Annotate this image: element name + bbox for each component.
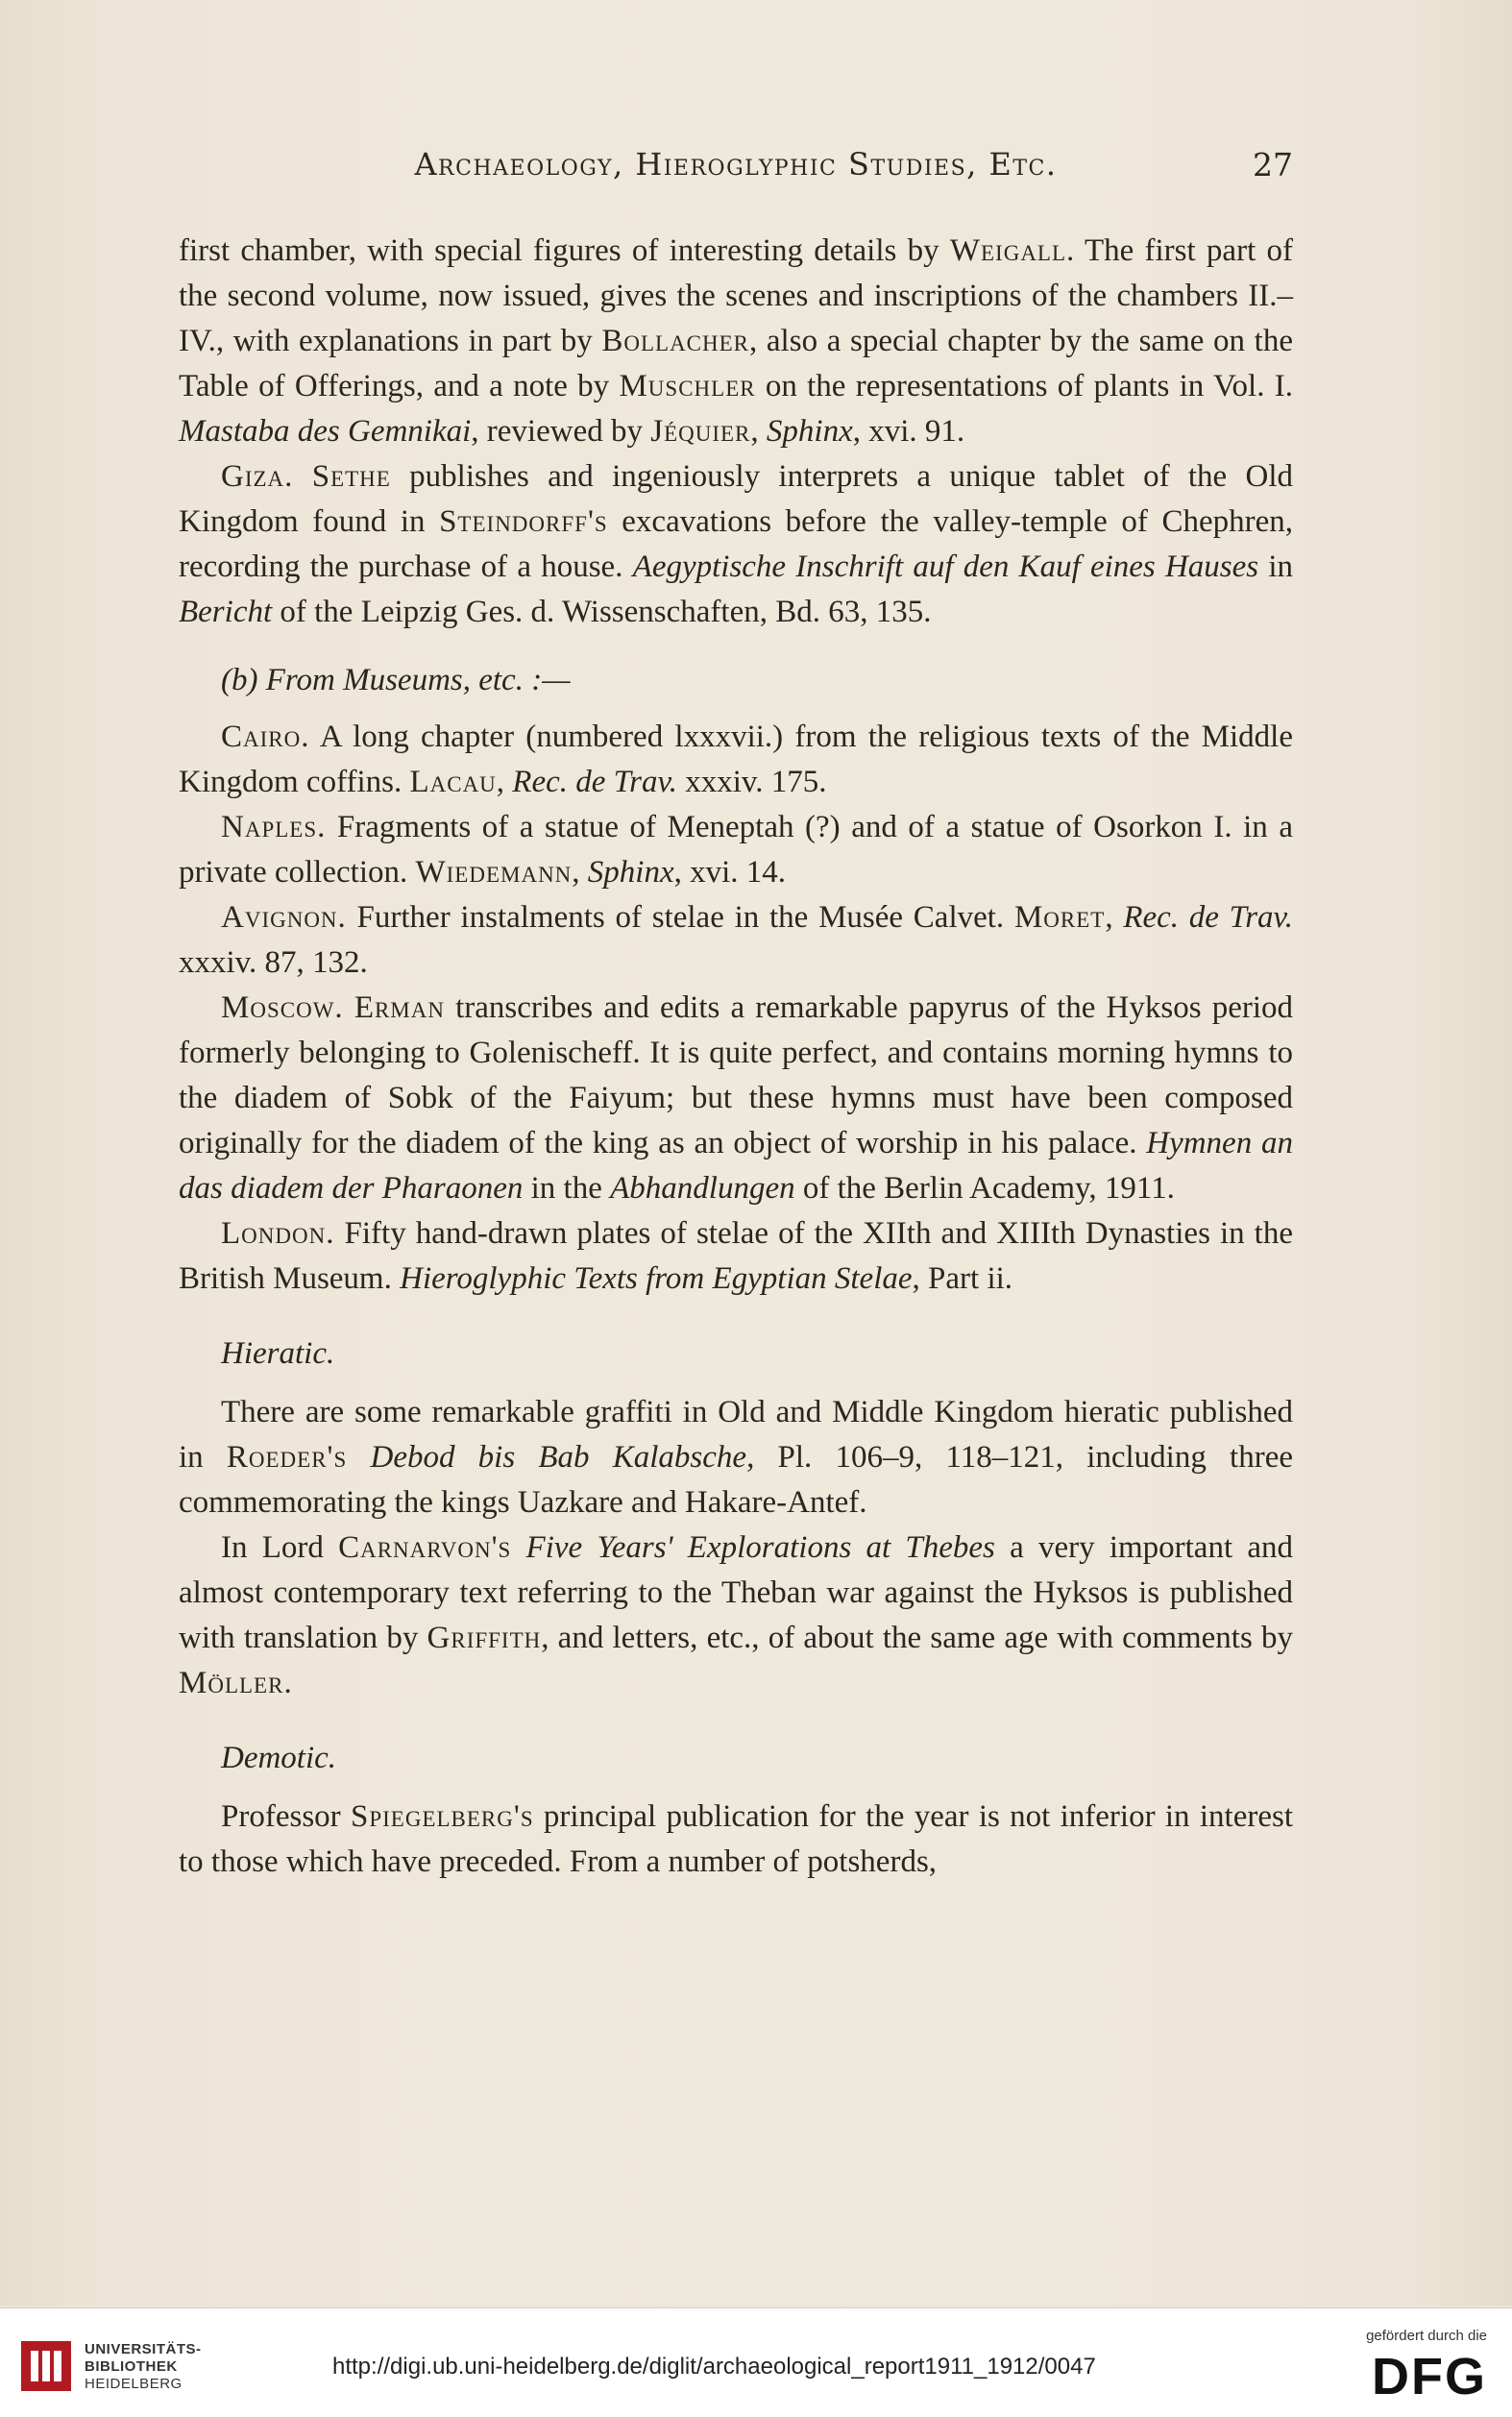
page-header — [179, 146, 1293, 204]
paragraph-avignon: Avignon. Further instalments of stelae in the Musée Calvet. Moret, Rec. de Trav. xxxiv. 87, 132. — [179, 900, 1294, 980]
page-number: 27 — [1253, 146, 1293, 183]
dfg-logo: DFG — [1372, 2348, 1487, 2405]
permalink-url[interactable]: http://digi.ub.uni-heidelberg.de/diglit/archaeological_report1911_1912/0047 — [332, 2354, 1096, 2380]
section-head-museums: (b) From Museums, etc. :— — [221, 663, 571, 697]
sponsor-note: gefördert durch die — [1366, 2328, 1487, 2344]
section-head-demotic: Demotic. — [221, 1741, 337, 1775]
paragraph-moscow: Moscow. Erman transcribes and edits a remarkable papyrus of the Hyksos period formerly belonging to Golenischeff. It is quite perfect, and contains morning hymns to the diadem of Sobk of the Faiyum; but these hymns must have been composed originally for the diadem of the king as an object of worship in his palace. Hymnen an das diadem der Pharaonen in the Abhandlungen of the Berlin Academy, 1911. — [179, 990, 1294, 1206]
paragraph-hieratic-roeder: There are some remarkable graffiti in Old and Middle Kingdom hieratic published in Roeder's Debod bis Bab Kalabsche, Pl. 106–9, 118–121, including three commemorating the kings Uazkare and Hakare-Antef. — [179, 1395, 1293, 1520]
paragraph-cairo: Cairo. A long chapter (numbered lxxxvii.) from the religious texts of the Middle Kingdom coffins. Lacau, Rec. de Trav. xxxiv. 175. — [179, 720, 1293, 799]
university-library-name: UNIVERSITÄTS- BIBLIOTHEK HEIDELBERG — [85, 2341, 202, 2392]
body-text — [179, 229, 1293, 1885]
section-head-hieratic: Hieratic. — [221, 1336, 335, 1371]
paragraph-naples: Naples. Fragments of a statue of Meneptah (?) and of a statue of Osorkon I. in a private collection. Wiedemann, Sphinx, xvi. 14. — [179, 810, 1293, 890]
paragraph-london: London. Fifty hand-drawn plates of stelae of the XIIth and XIIIth Dynasties in the British Museum. Hieroglyphic Texts from Egyptian Stelae, Part ii. — [179, 1216, 1293, 1296]
running-title: Archaeology, Hieroglyphic Studies, Etc. — [414, 146, 1058, 183]
paragraph-chamber: first chamber, with special figures of interesting details by Weigall. The first part of the second volume, now issued, gives the scenes and inscriptions of the chambers II.–IV., with explanations in part by Bollacher, also a special chapter by the same on the Table of Offerings, and a note by Muschler on the representations of plants in Vol. I. Mastaba des Gemnikai, reviewed by Jéquier, Sphinx, xvi. 91. — [179, 233, 1293, 449]
footer-bar — [0, 2307, 1512, 2417]
paragraph-demotic: Professor Spiegelberg's principal publication for the year is not inferior in interest to those which have preceded. From a number of potsherds, — [179, 1799, 1293, 1879]
paragraph-hieratic-carnarvon: In Lord Carnarvon's Five Years' Explorations at Thebes a very important and almost contemporary text referring to the Theban war against the Hyksos is published with translation by Griffith, and letters, etc., of about the same age with comments by Möller. — [179, 1530, 1293, 1700]
paragraph-giza: Giza. Sethe publishes and ingeniously interprets a unique tablet of the Old Kingdom found in Steindorff's excavations before the valley-temple of Chephren, recording the purchase of a house. Aegyptische Inschrift auf den Kauf eines Hauses in Bericht of the Leipzig Ges. d. Wissenschaften, Bd. 63, 135. — [179, 459, 1294, 629]
university-library-logo-icon — [17, 2337, 75, 2395]
